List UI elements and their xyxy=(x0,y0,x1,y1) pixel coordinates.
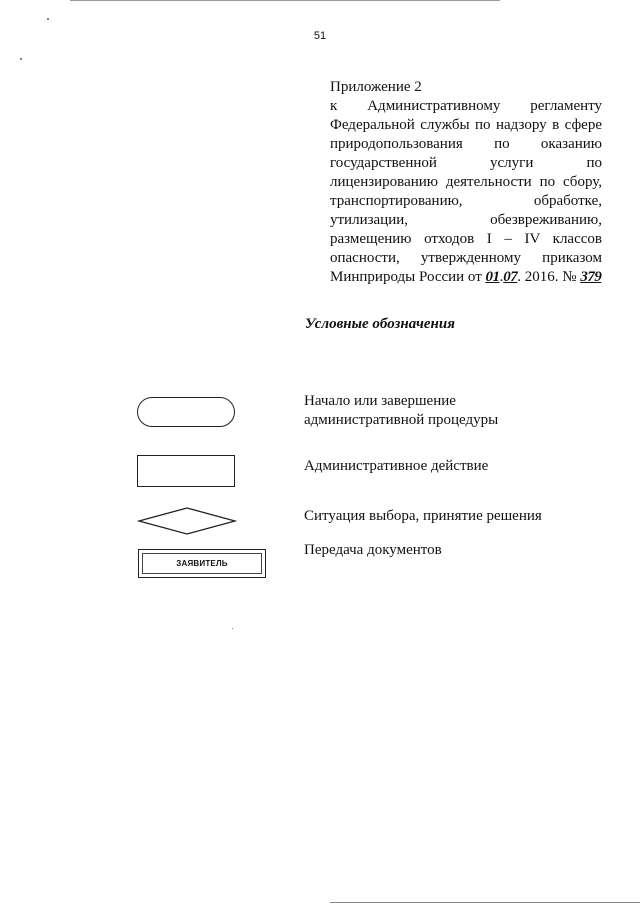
handwritten-order-number: 379 xyxy=(580,269,602,285)
appendix-line-10-prefix: Минприроды России от xyxy=(330,269,486,285)
page-number: 51 xyxy=(313,30,327,42)
scan-speck xyxy=(20,58,22,60)
legend-decision: Ситуация выбора, принятие решения xyxy=(304,508,542,524)
bottom-edge-line xyxy=(330,902,640,903)
scan-speck xyxy=(232,628,233,629)
appendix-line-7: утилизации, обезвреживанию, xyxy=(330,212,602,228)
legend-start-end xyxy=(304,392,498,430)
legend-action: Административное действие xyxy=(304,458,489,474)
year-and-number-sign: 2016. № xyxy=(521,269,581,285)
appendix-line-3: природопользования по оказанию xyxy=(330,136,602,152)
appendix-header xyxy=(330,78,602,287)
legend-title: Условные обозначения xyxy=(305,316,455,332)
appendix-line-1: к Административному регламенту xyxy=(330,98,602,114)
legend-start-end-line-1: Начало или завершение xyxy=(304,393,456,409)
process-shape xyxy=(137,455,235,487)
handwritten-month: 07 xyxy=(503,269,518,285)
handwritten-day: 01 xyxy=(485,269,500,285)
appendix-line-2: Федеральной службы по надзору в сфере xyxy=(330,117,602,133)
legend-transfer: Передача документов xyxy=(304,542,442,558)
top-edge-line xyxy=(70,0,500,1)
legend-start-end-line-2: административной процедуры xyxy=(304,412,499,428)
appendix-line-9: опасности, утвержденному приказом xyxy=(330,250,602,266)
appendix-line-6: транспортированию, обработке, xyxy=(330,193,602,209)
appendix-line-5: лицензированию деятельности по сбору, xyxy=(330,174,602,190)
appendix-line-4: государственной услуги по xyxy=(330,155,602,171)
scan-speck xyxy=(47,18,49,20)
transfer-shape-label: ЗАЯВИТЕЛЬ xyxy=(142,553,262,574)
appendix-title: Приложение 2 xyxy=(330,79,422,95)
transfer-shape xyxy=(138,549,266,578)
appendix-order-line: Минприроды России от 01.07. 2016. № 379 xyxy=(330,269,602,285)
decision-diamond-shape xyxy=(137,506,237,536)
appendix-line-8: размещению отходов I – IV классов xyxy=(330,231,602,247)
terminator-shape xyxy=(137,397,235,427)
